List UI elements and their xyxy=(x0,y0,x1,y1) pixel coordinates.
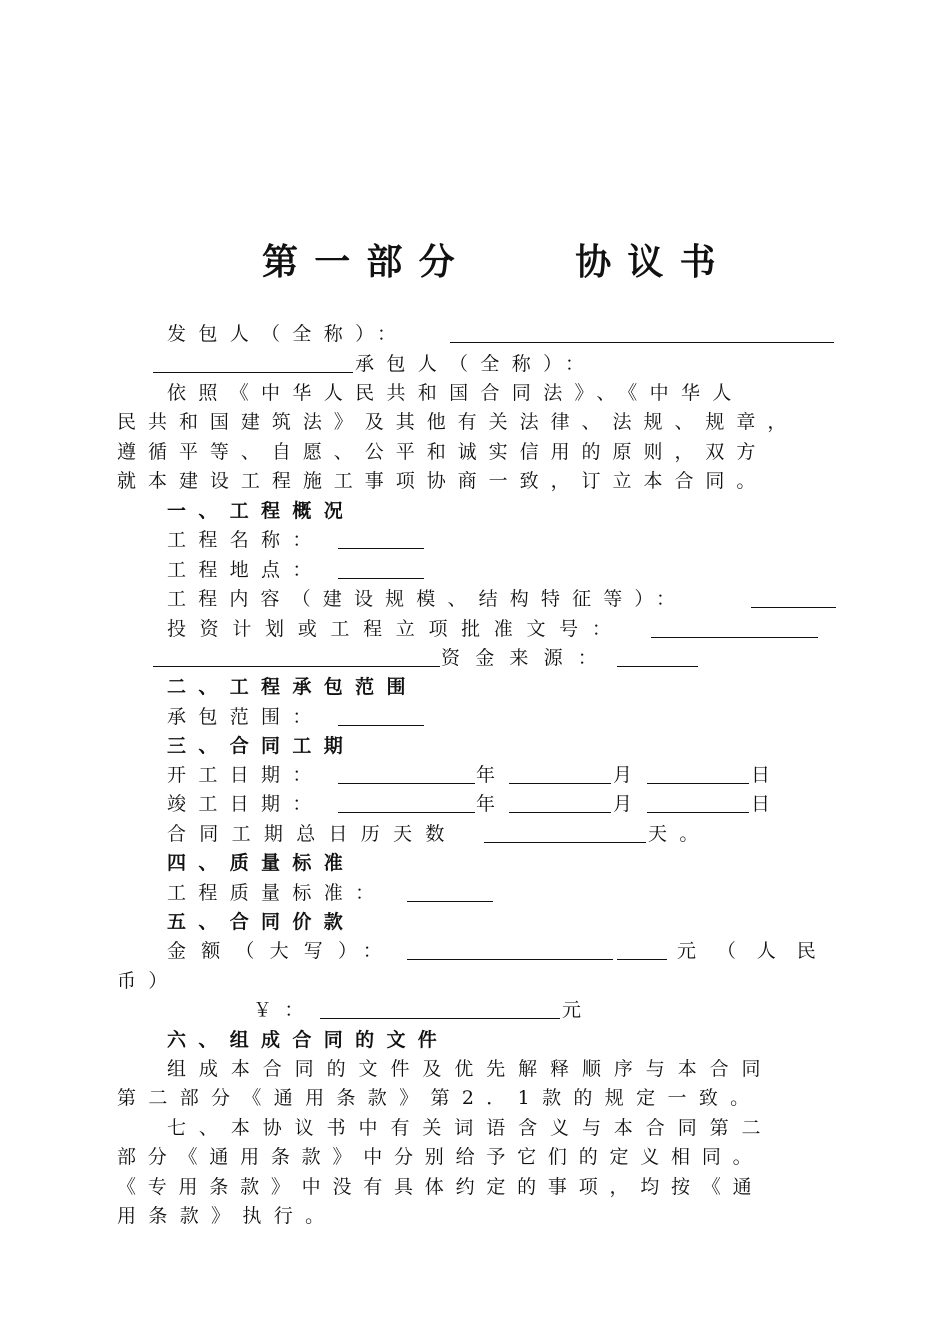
funding-source-label: 资金来源： xyxy=(441,647,613,669)
month-label: 月 xyxy=(613,764,633,786)
finish-year-blank[interactable] xyxy=(338,812,475,813)
project-content-label: 工程内容（建设规模、结构特征等）： xyxy=(167,588,688,610)
section-6-text: 组成本合同的文件及优先解释顺序与本合同 xyxy=(167,1058,774,1080)
month-label: 月 xyxy=(613,793,633,815)
quality-standard-label: 工程质量标准： xyxy=(167,882,387,904)
section-4-heading: 四、质量标准 xyxy=(167,852,356,874)
preamble-text: 遵循平等、自愿、公平和诚实信用的原则，双方 xyxy=(117,441,768,463)
document-title: 第一部分 协议书 xyxy=(262,241,732,283)
start-date-label: 开工日期： xyxy=(167,764,324,786)
project-content-blank[interactable] xyxy=(751,607,836,608)
day-label: 日 xyxy=(751,764,771,786)
amount-words-blank[interactable] xyxy=(407,959,613,960)
section-7-text: 《专用条款》中没有具体约定的事项，均按《通 xyxy=(117,1176,764,1198)
finish-day-blank[interactable] xyxy=(647,812,749,813)
yen-label: ￥： xyxy=(253,999,316,1021)
employer-blank-continued[interactable] xyxy=(153,372,353,373)
project-name-blank[interactable] xyxy=(338,548,424,549)
approval-number-label: 投资计划或工程立项批准文号： xyxy=(167,618,625,640)
preamble-text: 依照《中华人民共和国合同法》、《中华人 xyxy=(167,382,744,404)
project-location-blank[interactable] xyxy=(338,578,424,579)
section-7-text: 部分《通用条款》中分别给予它们的定义相同。 xyxy=(117,1146,764,1168)
amount-words-blank-2[interactable] xyxy=(617,959,667,960)
amount-label: 金额（大写）： xyxy=(167,940,397,962)
start-month-blank[interactable] xyxy=(509,783,611,784)
project-name-label: 工程名称： xyxy=(167,529,324,551)
year-label: 年 xyxy=(476,793,496,815)
scope-blank[interactable] xyxy=(338,725,424,726)
quality-standard-blank[interactable] xyxy=(407,901,493,902)
approval-number-blank-continued[interactable] xyxy=(153,666,440,667)
day-label: 日 xyxy=(751,793,771,815)
scope-label: 承包范围： xyxy=(167,706,324,728)
total-days-blank[interactable] xyxy=(484,842,646,843)
section-6-text: 第二部分《通用条款》第2．1款的规定一致。 xyxy=(117,1087,762,1109)
start-year-blank[interactable] xyxy=(338,783,475,784)
section-2-heading: 二、工程承包范围 xyxy=(167,676,418,698)
start-day-blank[interactable] xyxy=(647,783,749,784)
currency-label-continued: 币） xyxy=(117,970,180,992)
total-days-label: 合同工期总日历天数 xyxy=(167,823,458,845)
yuan-label: 元 xyxy=(562,999,582,1021)
project-location-label: 工程地点： xyxy=(167,559,324,581)
section-7-text: 七、本协议书中有关词语含义与本合同第二 xyxy=(167,1117,774,1139)
employer-label: 发包人（全称）： xyxy=(167,323,409,345)
section-5-heading: 五、合同价款 xyxy=(167,911,356,933)
section-1-heading: 一、工程概况 xyxy=(167,500,356,522)
year-label: 年 xyxy=(476,764,496,786)
total-days-unit: 天。 xyxy=(648,823,711,845)
amount-figures-blank[interactable] xyxy=(320,1018,560,1019)
preamble-text: 民共和国建筑法》及其他有关法律、法规、规章， xyxy=(117,411,799,433)
finish-month-blank[interactable] xyxy=(509,812,611,813)
currency-label: 元（人民 xyxy=(677,940,837,962)
preamble-text: 就本建设工程施工事项协商一致，订立本合同。 xyxy=(117,470,768,492)
contractor-label: 承包人（全称）： xyxy=(355,353,597,375)
finish-date-label: 竣工日期： xyxy=(167,793,324,815)
section-3-heading: 三、合同工期 xyxy=(167,735,356,757)
section-6-heading: 六、组成合同的文件 xyxy=(167,1029,450,1051)
employer-blank[interactable] xyxy=(450,342,834,343)
approval-number-blank[interactable] xyxy=(651,637,818,638)
funding-source-blank[interactable] xyxy=(617,666,698,667)
section-7-text: 用条款》执行。 xyxy=(117,1205,337,1227)
